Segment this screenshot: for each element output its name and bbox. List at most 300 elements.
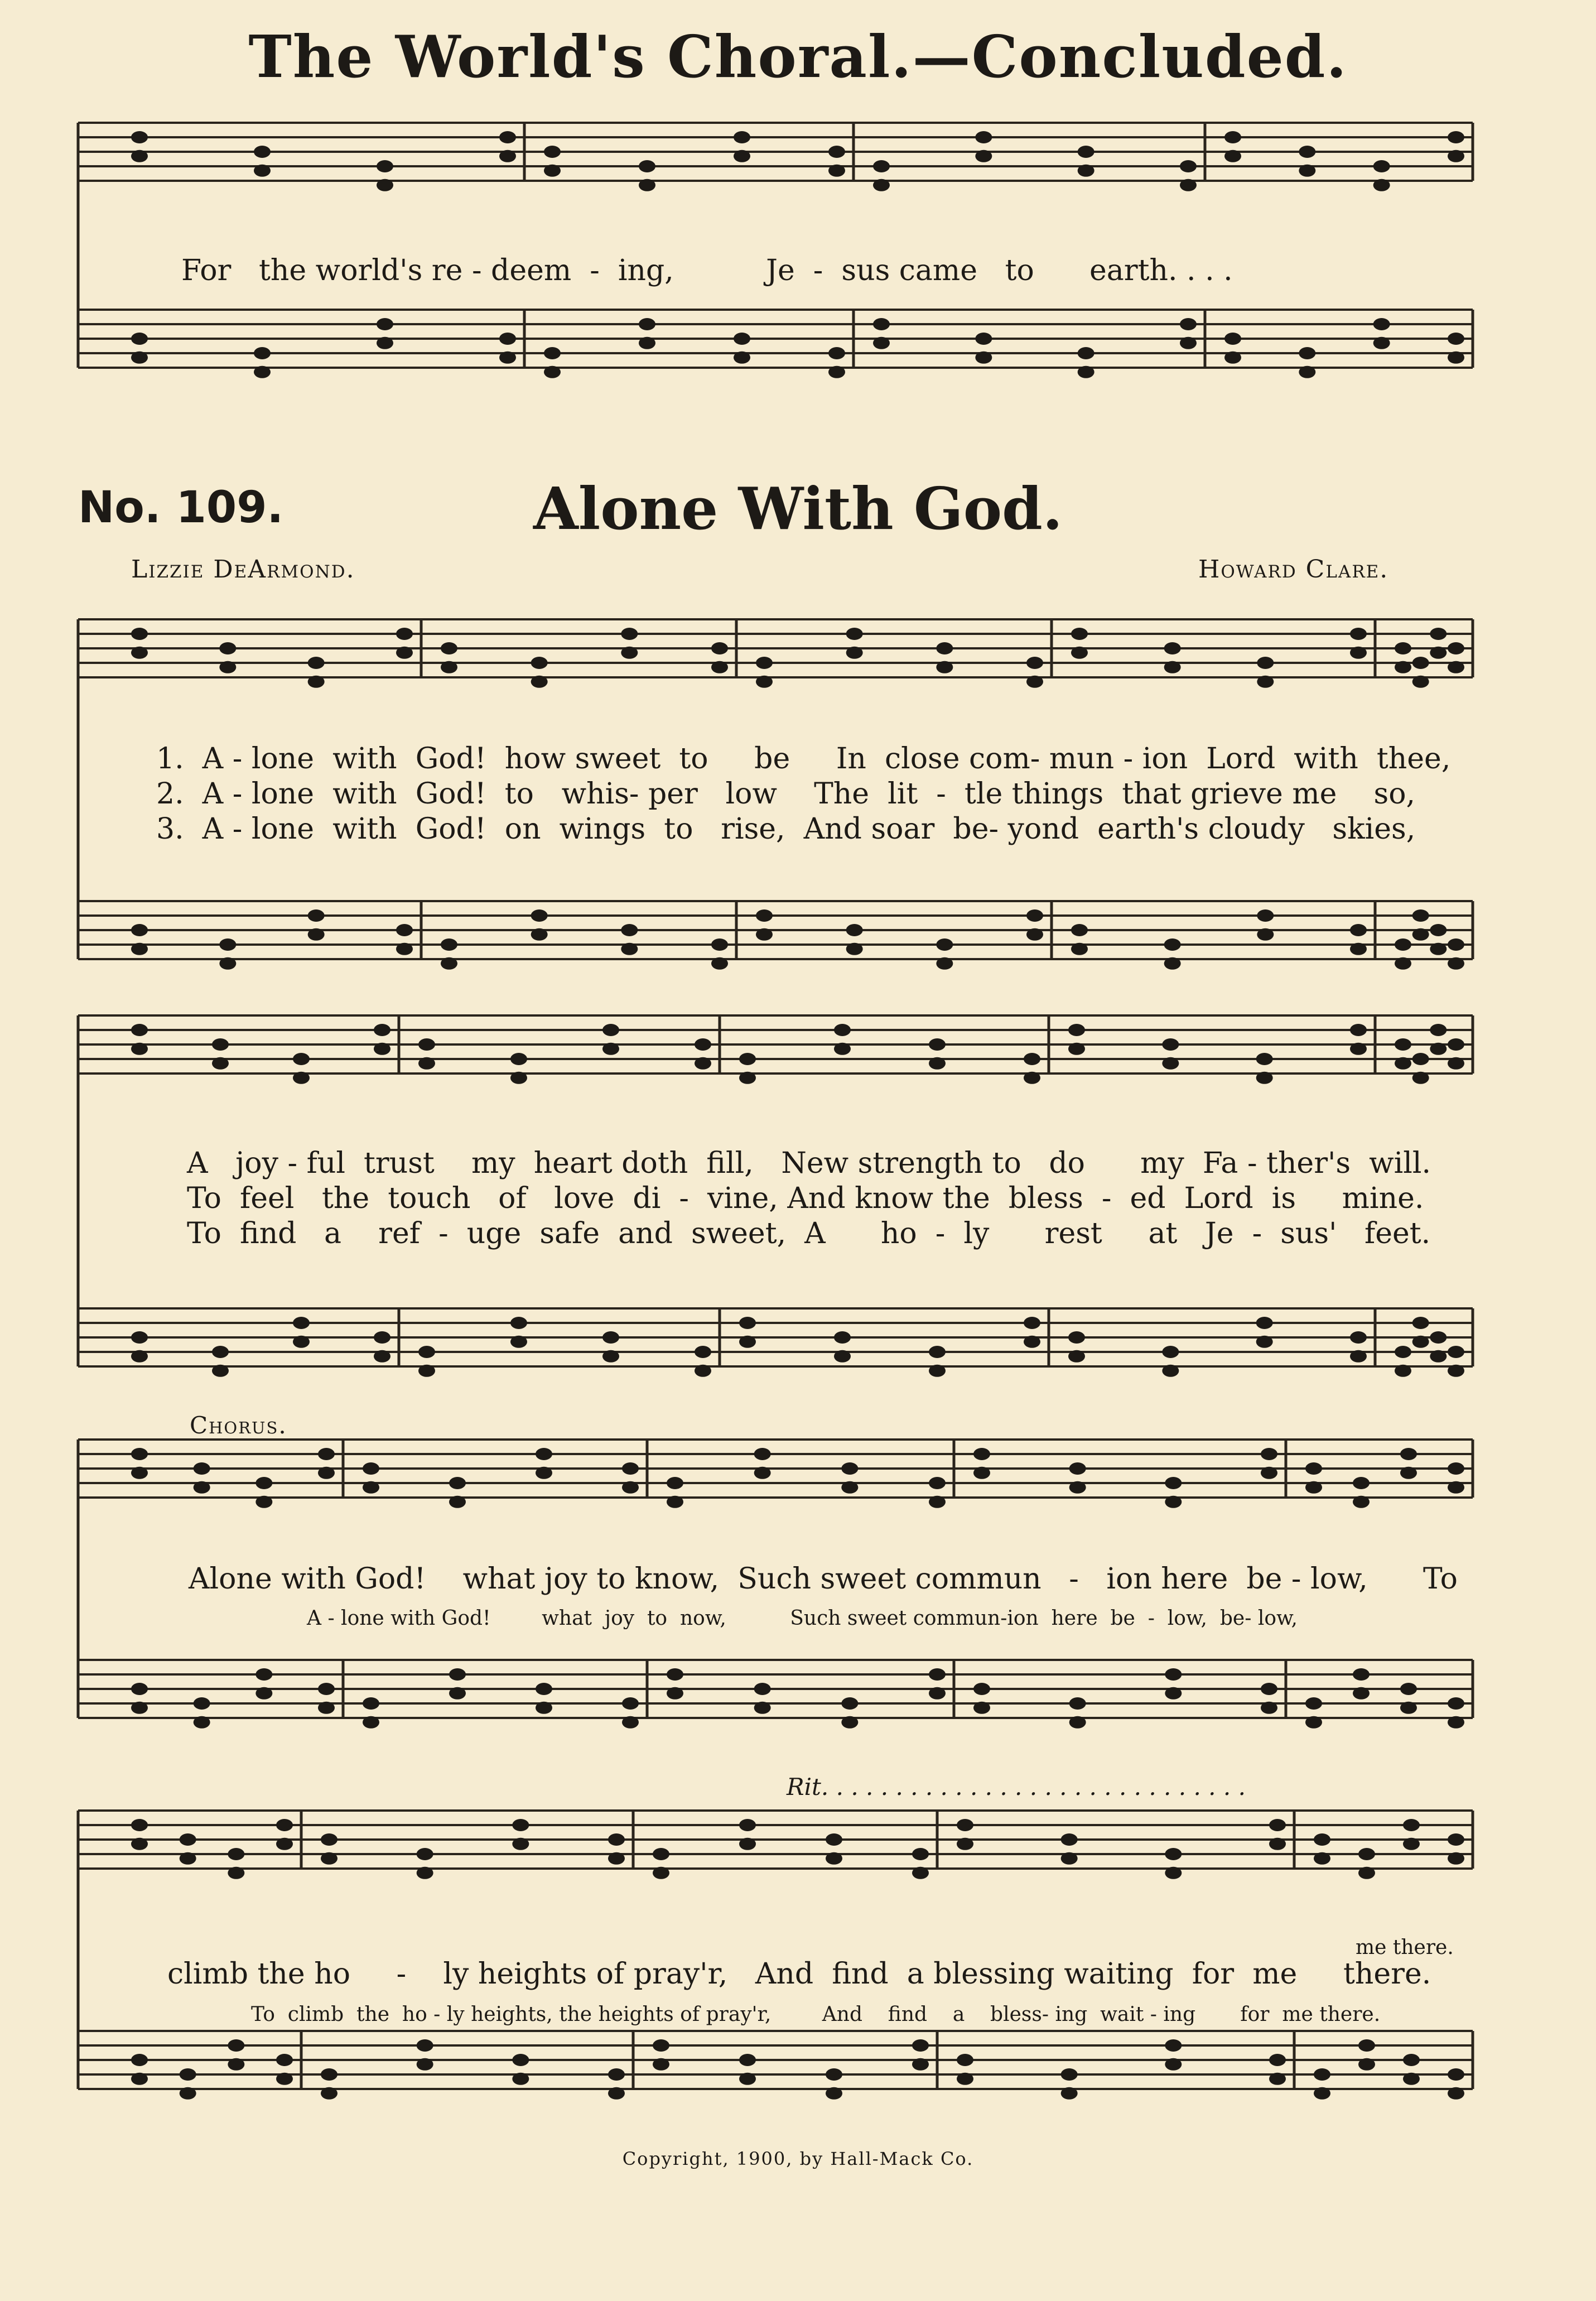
note-head <box>194 1697 210 1710</box>
note-head <box>449 1477 466 1489</box>
note-head <box>1024 1336 1040 1348</box>
note-head <box>228 1867 244 1879</box>
note-head <box>293 1317 310 1329</box>
note-head <box>754 1683 771 1695</box>
note-head <box>1448 2068 1464 2081</box>
note-head <box>1269 1838 1286 1850</box>
note-head <box>321 2087 337 2100</box>
note-head <box>1061 2068 1078 2081</box>
note-head <box>544 146 561 158</box>
note-head <box>1162 1038 1179 1051</box>
note-head <box>212 1346 229 1358</box>
note-head <box>1358 1867 1375 1879</box>
note-head <box>1400 1467 1417 1479</box>
note-head <box>1448 1833 1464 1846</box>
note-head <box>734 352 750 364</box>
note-head <box>131 943 148 955</box>
note-head <box>131 2073 148 2085</box>
note-head <box>1395 661 1411 673</box>
note-head <box>1314 2087 1330 2100</box>
note-head <box>1071 647 1088 659</box>
note-head <box>254 347 271 359</box>
note-head <box>1353 1687 1370 1700</box>
note-head <box>1256 1053 1273 1065</box>
note-head <box>936 957 953 970</box>
note-head <box>1068 1024 1085 1036</box>
note-head <box>1162 1346 1179 1358</box>
note-head <box>1350 1350 1367 1363</box>
note-head <box>1448 1481 1464 1494</box>
note-head <box>957 2054 973 2066</box>
note-head <box>1412 1053 1429 1065</box>
note-head <box>841 1481 858 1494</box>
note-head <box>828 146 845 158</box>
note-head <box>531 676 548 688</box>
note-head <box>711 957 728 970</box>
note-head <box>449 1687 466 1700</box>
note-head <box>936 938 953 951</box>
note-head <box>131 1350 148 1363</box>
note-head <box>1350 1024 1367 1036</box>
note-head <box>621 943 638 955</box>
note-head <box>1358 2058 1375 2071</box>
note-head <box>1068 1043 1085 1055</box>
note-head <box>1430 924 1446 936</box>
note-head <box>841 1462 858 1475</box>
note-head <box>1305 1697 1322 1710</box>
note-head <box>828 366 845 378</box>
note-head <box>228 2039 244 2052</box>
note-head <box>219 661 236 673</box>
verse1-line1: 1. A - lone with God! how sweet to be In close com- mun - ion Lord with thee, <box>156 742 1451 776</box>
note-head <box>695 1038 711 1051</box>
note-head <box>826 1833 842 1846</box>
note-head <box>194 1716 210 1729</box>
note-head <box>621 628 638 640</box>
verse2-line1: 2. A - lone with God! to whis- per low The lit - tle things that grieve me so, <box>156 777 1416 811</box>
note-head <box>1068 1331 1085 1344</box>
note-head <box>1353 1477 1370 1489</box>
note-head <box>377 160 393 172</box>
note-head <box>418 1346 435 1358</box>
note-head <box>255 1477 272 1489</box>
note-head <box>975 352 992 364</box>
note-head <box>756 676 773 688</box>
note-head <box>1403 1838 1420 1850</box>
note-head <box>363 1462 379 1475</box>
note-head <box>1314 2068 1330 2081</box>
note-head <box>276 2054 293 2066</box>
note-head <box>841 1697 858 1710</box>
note-head <box>1069 1481 1086 1494</box>
note-head <box>1299 146 1315 158</box>
lyricist: Lizzie DeArmond. <box>131 555 355 584</box>
copyright-notice: Copyright, 1900, by Hall-Mack Co. <box>622 2148 974 2169</box>
note-head <box>1395 957 1411 970</box>
note-head <box>756 657 773 669</box>
note-head <box>308 909 325 922</box>
note-head <box>1026 657 1043 669</box>
note-head <box>1269 1819 1286 1831</box>
note-head <box>318 1448 335 1460</box>
note-head <box>841 1716 858 1729</box>
chorus-label: Chorus. <box>190 1412 287 1439</box>
note-head <box>957 1819 973 1831</box>
note-head <box>417 1867 433 1879</box>
note-head <box>1448 1346 1464 1358</box>
note-head <box>510 1317 527 1329</box>
note-head <box>929 1365 946 1377</box>
note-head <box>374 1331 390 1344</box>
note-head <box>621 647 638 659</box>
note-head <box>536 1448 552 1460</box>
note-head <box>417 2039 433 2052</box>
note-head <box>363 1481 379 1494</box>
note-head <box>1024 1072 1040 1084</box>
note-head <box>695 1346 711 1358</box>
note-head <box>739 1053 756 1065</box>
chorus-line2-bass: To climb the ho - ly heights, the heights of pray'r, And find a bless- ing wait - ing for me there. <box>251 2003 1381 2026</box>
note-head <box>1026 909 1043 922</box>
note-head <box>929 1687 946 1700</box>
note-head <box>1256 1317 1273 1329</box>
note-head <box>734 333 750 345</box>
note-head <box>1403 2054 1420 2066</box>
note-head <box>1448 642 1464 654</box>
note-head <box>667 1496 683 1508</box>
note-head <box>602 1043 619 1055</box>
note-head <box>441 661 457 673</box>
ritardando-mark: Rit. . . . . . . . . . . . . . . . . . . . . . . . . . . . . <box>787 1773 1246 1801</box>
note-head <box>834 1024 851 1036</box>
note-head <box>957 2073 973 2085</box>
note-head <box>1164 957 1181 970</box>
note-head <box>1061 1833 1078 1846</box>
note-head <box>1224 131 1241 143</box>
note-head <box>131 924 148 936</box>
note-head <box>219 957 236 970</box>
note-head <box>1305 1462 1322 1475</box>
note-head <box>1353 1496 1370 1508</box>
note-head <box>1299 347 1315 359</box>
note-head <box>255 1687 272 1700</box>
note-head <box>531 909 548 922</box>
note-head <box>1448 661 1464 673</box>
note-head <box>1305 1481 1322 1494</box>
note-head <box>936 642 953 654</box>
note-head <box>754 1448 771 1460</box>
note-head <box>1430 943 1446 955</box>
note-head <box>1180 318 1197 330</box>
note-head <box>1400 1683 1417 1695</box>
note-head <box>212 1057 229 1070</box>
note-head <box>1430 628 1446 640</box>
note-head <box>929 1057 946 1070</box>
note-head <box>1358 1848 1375 1860</box>
note-head <box>846 647 863 659</box>
note-head <box>622 1462 639 1475</box>
note-head <box>131 333 148 345</box>
note-head <box>441 938 457 951</box>
note-head <box>1395 1038 1411 1051</box>
note-head <box>973 1448 990 1460</box>
note-head <box>1448 150 1464 162</box>
note-head <box>975 131 992 143</box>
note-head <box>1350 1331 1367 1344</box>
note-head <box>1165 1668 1182 1681</box>
note-head <box>622 1716 639 1729</box>
note-head <box>374 1350 390 1363</box>
note-head <box>228 2058 244 2071</box>
note-head <box>212 1365 229 1377</box>
note-head <box>1350 924 1367 936</box>
note-head <box>510 1336 527 1348</box>
note-head <box>608 2068 625 2081</box>
note-head <box>1395 938 1411 951</box>
continued-title: The World's Choral.—Concluded. <box>248 22 1348 91</box>
note-head <box>194 1462 210 1475</box>
note-head <box>418 1038 435 1051</box>
note-head <box>1395 1057 1411 1070</box>
note-head <box>834 1043 851 1055</box>
note-head <box>929 1038 946 1051</box>
note-head <box>608 2087 625 2100</box>
note-head <box>711 938 728 951</box>
note-head <box>667 1477 683 1489</box>
note-head <box>1448 2087 1464 2100</box>
composer: Howard Clare. <box>1198 555 1389 584</box>
note-head <box>308 676 325 688</box>
note-head <box>622 1697 639 1710</box>
note-head <box>1373 179 1390 191</box>
note-head <box>1261 1683 1277 1695</box>
note-head <box>639 337 655 349</box>
note-head <box>734 131 750 143</box>
note-head <box>739 2054 756 2066</box>
note-head <box>1068 1350 1085 1363</box>
note-head <box>873 318 890 330</box>
note-head <box>929 1668 946 1681</box>
note-head <box>180 1833 196 1846</box>
note-head <box>653 1867 669 1879</box>
note-head <box>512 2073 529 2085</box>
note-head <box>131 1819 148 1831</box>
note-head <box>544 347 561 359</box>
note-head <box>377 318 393 330</box>
note-head <box>1165 2058 1182 2071</box>
note-head <box>639 179 655 191</box>
note-head <box>131 1043 148 1055</box>
note-head <box>131 1838 148 1850</box>
note-head <box>1448 1365 1464 1377</box>
note-head <box>441 642 457 654</box>
note-head <box>929 1346 946 1358</box>
note-head <box>276 1838 293 1850</box>
note-head <box>293 1336 310 1348</box>
verse3-line1: 3. A - lone with God! on wings to rise, And soar be- yond earth's cloudy skies, <box>156 812 1416 846</box>
note-head <box>377 179 393 191</box>
note-head <box>1180 160 1197 172</box>
note-head <box>1224 333 1241 345</box>
note-head <box>1400 1448 1417 1460</box>
hymn-number: No. 109. <box>78 483 284 533</box>
note-head <box>1257 909 1274 922</box>
note-head <box>912 2058 929 2071</box>
note-head <box>653 2058 669 2071</box>
note-head <box>131 1683 148 1695</box>
note-head <box>1078 165 1094 177</box>
note-head <box>1061 1852 1078 1865</box>
note-head <box>512 1838 529 1850</box>
note-head <box>739 1838 756 1850</box>
note-head <box>1162 1057 1179 1070</box>
note-head <box>1350 647 1367 659</box>
note-head <box>293 1053 310 1065</box>
note-head <box>254 165 271 177</box>
note-head <box>499 131 516 143</box>
note-head <box>667 1668 683 1681</box>
note-head <box>1257 928 1274 941</box>
note-head <box>1261 1448 1277 1460</box>
note-head <box>1430 647 1446 659</box>
note-head <box>1224 150 1241 162</box>
note-head <box>711 661 728 673</box>
note-head <box>1164 661 1181 673</box>
note-head <box>374 1024 390 1036</box>
note-head <box>1314 1833 1330 1846</box>
note-head <box>711 642 728 654</box>
note-head <box>1373 318 1390 330</box>
note-head <box>396 943 413 955</box>
note-head <box>734 150 750 162</box>
note-head <box>1448 1716 1464 1729</box>
note-head <box>1448 131 1464 143</box>
note-head <box>441 957 457 970</box>
note-head <box>131 1702 148 1714</box>
note-head <box>512 2054 529 2066</box>
note-head <box>219 938 236 951</box>
note-head <box>544 366 561 378</box>
note-head <box>374 1043 390 1055</box>
note-head <box>973 1702 990 1714</box>
note-head <box>131 131 148 143</box>
note-head <box>363 1697 379 1710</box>
note-head <box>912 1867 929 1879</box>
note-head <box>321 1833 337 1846</box>
note-head <box>1299 366 1315 378</box>
note-head <box>417 2058 433 2071</box>
note-head <box>602 1350 619 1363</box>
note-head <box>1069 1462 1086 1475</box>
note-head <box>912 2039 929 2052</box>
note-head <box>1448 352 1464 364</box>
note-head <box>929 1477 946 1489</box>
note-head <box>180 1852 196 1865</box>
note-head <box>499 333 516 345</box>
note-head <box>912 1848 929 1860</box>
note-head <box>622 1481 639 1494</box>
note-head <box>1024 1317 1040 1329</box>
note-head <box>739 2073 756 2085</box>
note-head <box>254 366 271 378</box>
note-head <box>321 2068 337 2081</box>
note-head <box>418 1057 435 1070</box>
note-head <box>131 1331 148 1344</box>
note-head <box>131 2054 148 2066</box>
note-head <box>826 1852 842 1865</box>
note-head <box>212 1038 229 1051</box>
note-head <box>131 150 148 162</box>
note-head <box>608 1833 625 1846</box>
note-head <box>1162 1365 1179 1377</box>
note-head <box>499 352 516 364</box>
note-head <box>131 1467 148 1479</box>
verse1-line2: A joy - ful trust my heart doth fill, New strength to do my Fa - ther's will. <box>187 1147 1431 1180</box>
note-head <box>1026 676 1043 688</box>
note-head <box>754 1467 771 1479</box>
note-head <box>510 1053 527 1065</box>
note-head <box>1412 676 1429 688</box>
note-head <box>957 1838 973 1850</box>
note-head <box>1373 160 1390 172</box>
note-head <box>667 1687 683 1700</box>
note-head <box>1164 938 1181 951</box>
note-head <box>180 2068 196 2081</box>
note-head <box>194 1481 210 1494</box>
note-head <box>1256 1336 1273 1348</box>
note-head <box>255 1668 272 1681</box>
note-head <box>536 1683 552 1695</box>
note-head <box>1180 337 1197 349</box>
note-head <box>1448 957 1464 970</box>
note-head <box>308 928 325 941</box>
note-head <box>695 1365 711 1377</box>
note-head <box>936 661 953 673</box>
note-head <box>1069 1716 1086 1729</box>
note-head <box>1412 1336 1429 1348</box>
note-head <box>1314 1852 1330 1865</box>
note-head <box>1269 2073 1286 2085</box>
note-head <box>608 1852 625 1865</box>
note-head <box>1430 1350 1446 1363</box>
note-head <box>739 1317 756 1329</box>
note-head <box>1024 1053 1040 1065</box>
note-head <box>1165 1867 1182 1879</box>
note-head <box>1071 924 1088 936</box>
note-head <box>1350 628 1367 640</box>
note-head <box>653 2039 669 2052</box>
note-head <box>131 647 148 659</box>
note-head <box>449 1496 466 1508</box>
note-head <box>1224 352 1241 364</box>
note-head <box>1256 1072 1273 1084</box>
note-head <box>1261 1702 1277 1714</box>
note-head <box>1448 938 1464 951</box>
note-head <box>1299 165 1315 177</box>
note-head <box>975 150 992 162</box>
note-head <box>536 1467 552 1479</box>
note-head <box>363 1716 379 1729</box>
verse2-line2: To feel the touch of love di - vine, And know the bless - ed Lord is mine. <box>187 1182 1424 1215</box>
note-head <box>1430 1024 1446 1036</box>
note-head <box>276 1819 293 1831</box>
note-head <box>756 909 773 922</box>
note-head <box>1069 1697 1086 1710</box>
note-head <box>1165 1496 1182 1508</box>
note-head <box>1165 1477 1182 1489</box>
note-head <box>377 337 393 349</box>
note-head <box>828 347 845 359</box>
